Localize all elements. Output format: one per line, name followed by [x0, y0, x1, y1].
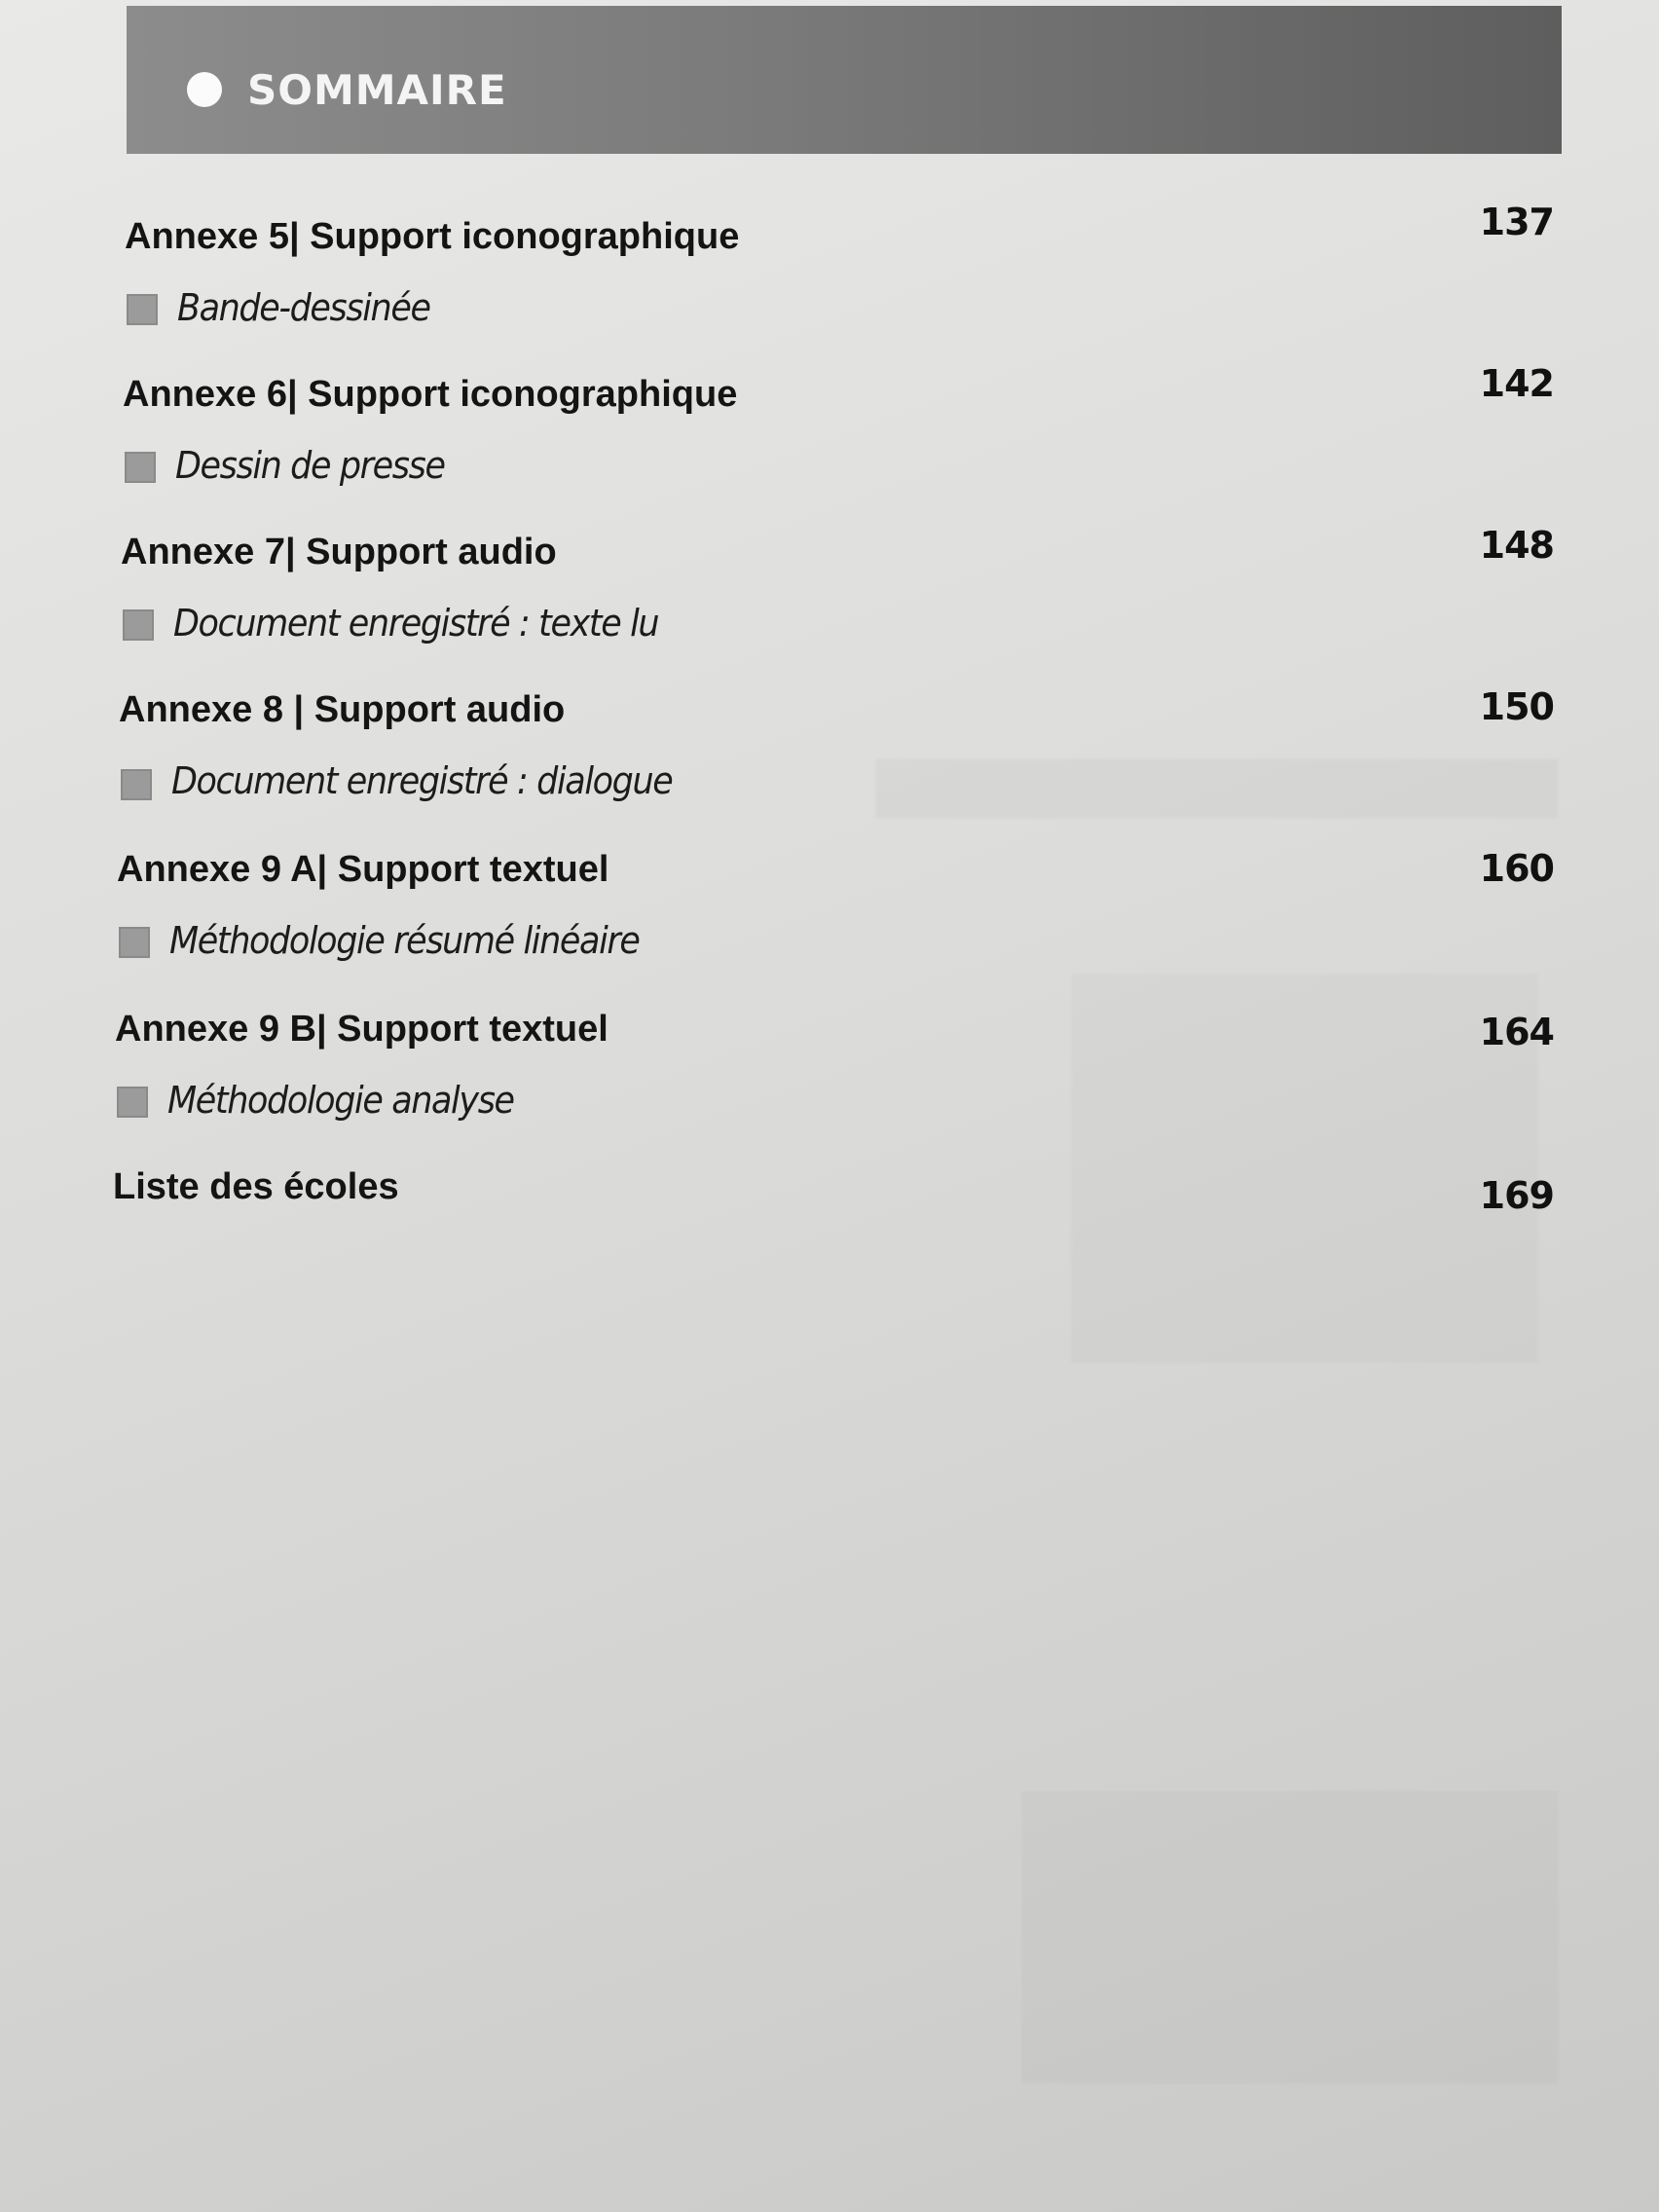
toc-entry-title[interactable]: Annexe 9 B| Support textuel: [115, 1009, 608, 1050]
toc-entry-title[interactable]: Annexe 8 | Support audio: [119, 689, 566, 730]
toc-page-number: 142: [1479, 362, 1554, 405]
toc-entry-title[interactable]: Liste des écoles: [113, 1166, 399, 1207]
show-through-block: [1071, 974, 1538, 1363]
toc-entry-subtitle[interactable]: Bande-dessinée: [177, 286, 430, 329]
square-bullet-icon: [125, 452, 156, 483]
section-title: SOMMAIRE: [247, 66, 507, 114]
toc-entry-subtitle[interactable]: Méthodologie résumé linéaire: [169, 919, 640, 962]
section-header: [127, 6, 1562, 154]
toc-entry-title[interactable]: Annexe 7| Support audio: [121, 532, 557, 572]
square-bullet-icon: [123, 609, 154, 641]
square-bullet-icon: [117, 1087, 148, 1118]
toc-entry-title[interactable]: Annexe 5| Support iconographique: [125, 216, 740, 257]
toc-page-number: 150: [1479, 685, 1554, 728]
toc-page-number: 137: [1479, 201, 1554, 243]
toc-entry-title[interactable]: Annexe 6| Support iconographique: [123, 374, 738, 415]
toc-entry-subtitle[interactable]: Document enregistré : texte lu: [173, 602, 659, 645]
square-bullet-icon: [121, 769, 152, 800]
toc-entry-subtitle[interactable]: Méthodologie analyse: [167, 1079, 514, 1122]
toc-page-number: 148: [1479, 524, 1554, 567]
show-through-block: [876, 759, 1558, 818]
bullet-dot-icon: [187, 72, 222, 107]
toc-page-number: 164: [1479, 1011, 1554, 1053]
square-bullet-icon: [119, 927, 150, 958]
toc-entry-subtitle[interactable]: Document enregistré : dialogue: [171, 759, 673, 802]
show-through-block: [1022, 1791, 1558, 2083]
square-bullet-icon: [127, 294, 158, 325]
toc-entry-title[interactable]: Annexe 9 A| Support textuel: [117, 849, 609, 890]
toc-entry-subtitle[interactable]: Dessin de presse: [175, 444, 445, 487]
toc-page-number: 160: [1479, 847, 1554, 890]
toc-page-number: 169: [1479, 1174, 1554, 1217]
